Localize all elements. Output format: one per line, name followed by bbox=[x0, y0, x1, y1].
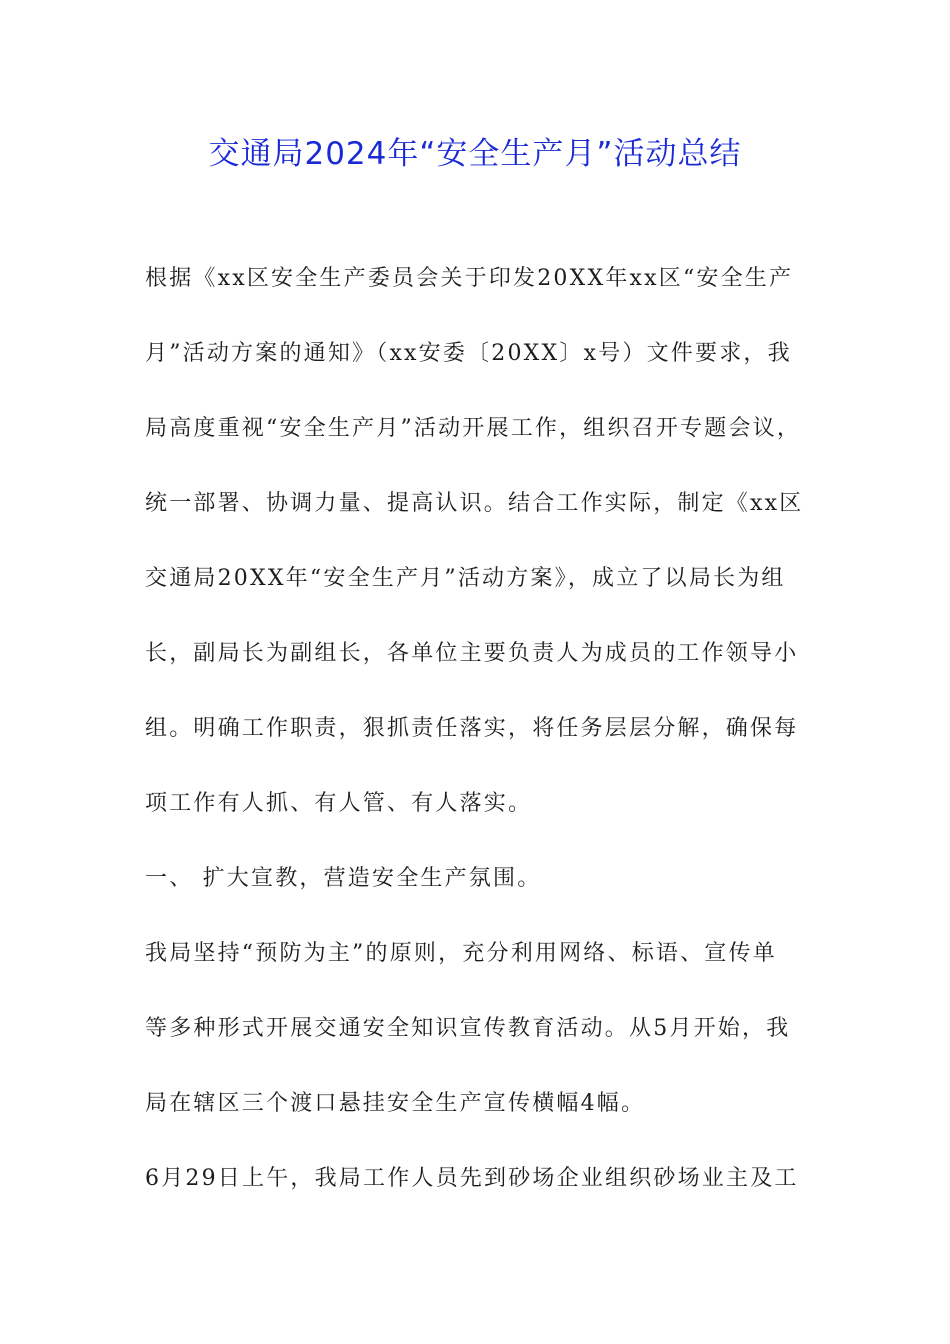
body-line-7: 组。明确工作职责，狠抓责任落实，将任务层层分解，确保每 bbox=[145, 716, 799, 741]
body-line-1: 根据《xx区安全生产委员会关于印发20XX年xx区“安全生产 bbox=[145, 266, 794, 291]
body-line-5: 交通局20XX年“安全生产月”活动方案》，成立了以局长为组 bbox=[145, 566, 786, 591]
body-line-3: 局高度重视“安全生产月”活动开展工作，组织召开专题会议， bbox=[145, 416, 802, 441]
body-line-13: 6月29日上午，我局工作人员先到砂场企业组织砂场业主及工 bbox=[145, 1166, 799, 1191]
section-heading-1: 一、 扩大宣教，营造安全生产氛围。 bbox=[145, 866, 542, 891]
body-line-4: 统一部署、协调力量、提高认识。结合工作实际，制定《xx区 bbox=[145, 491, 804, 516]
body-line-2: 月”活动方案的通知》（xx安委〔20XX〕x号）文件要求，我 bbox=[145, 341, 792, 366]
body-line-12: 局在辖区三个渡口悬挂安全生产宣传横幅4幅。 bbox=[145, 1091, 646, 1116]
body-line-6: 长，副局长为副组长，各单位主要负责人为成员的工作领导小 bbox=[145, 641, 799, 666]
body-line-10: 我局坚持“预防为主”的原则，充分利用网络、标语、宣传单 bbox=[145, 941, 777, 966]
body-line-11: 等多种形式开展交通安全知识宣传教育活动。从5月开始，我 bbox=[145, 1016, 791, 1041]
document-title: 交通局2024年“安全生产月”活动总结 bbox=[208, 136, 742, 172]
body-line-8: 项工作有人抓、有人管、有人落实。 bbox=[145, 791, 533, 816]
